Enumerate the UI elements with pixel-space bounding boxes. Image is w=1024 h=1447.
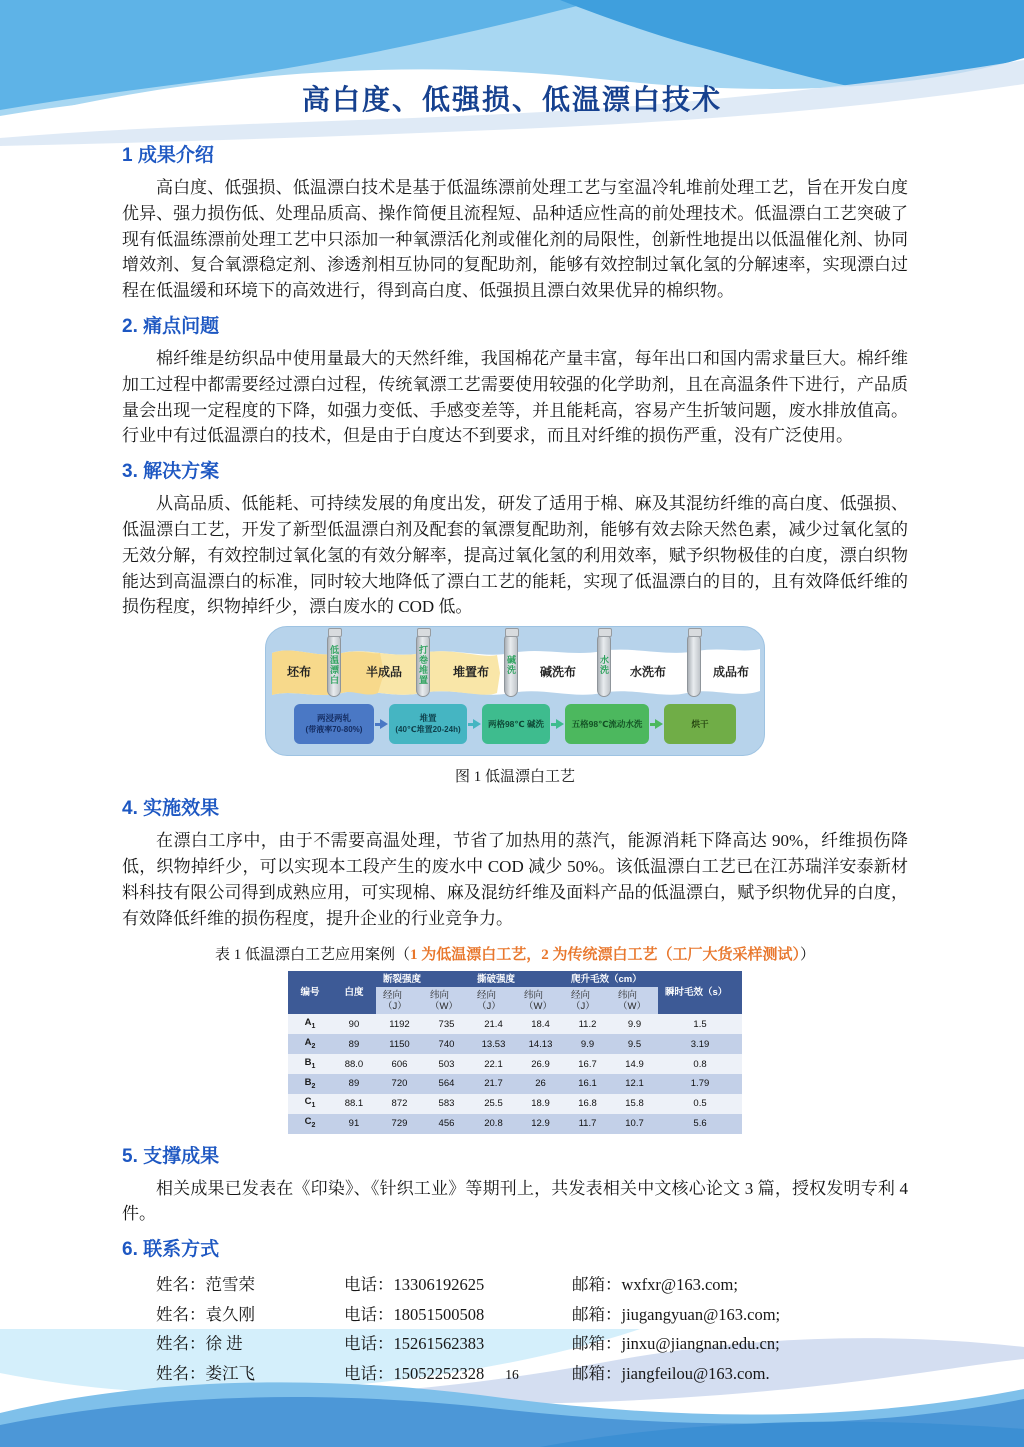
contact-name: 姓名：徐 进 [156, 1334, 243, 1354]
table-cell: 16.1 [564, 1074, 611, 1094]
table-cell: 14.9 [611, 1054, 658, 1074]
fabric-label: 半成品 [365, 665, 403, 680]
table-cell: 583 [423, 1094, 470, 1114]
subheader-cell-warp-0: 经向（J） [376, 987, 423, 1014]
table-row [288, 1114, 742, 1134]
header-cell-group-1: 撕破强度 [470, 971, 564, 987]
table-cell: 0.8 [658, 1054, 742, 1074]
subheader-cell-weft-2: 纬向（W） [611, 987, 658, 1014]
table-cell: 91 [332, 1114, 376, 1134]
section-body-solution: 从高品质、低能耗、可持续发展的角度出发，研发了适用于棉、麻及其混纺纤维的高白度、低强损、低温漂白工艺，开发了新型低温漂白剂及配套的氧漂复配助剂，能够有效去除天然色素，减少过氧化氢的无效分解，有效控制过氧化氢的有效分解率，提高过氧化氢的利用效率，赋予织物极佳的白度，漂白织物能达到高温漂白的标准，同时较大地降低了漂白工艺的能耗，实现了低温漂白的目的，且有效降低纤维的损伤程度，织物掉纤少，漂白废水的 COD 低。 [122, 494, 908, 617]
table-cell: 503 [423, 1054, 470, 1074]
process-step [664, 704, 736, 744]
fabric-label: 堆置布 [452, 665, 490, 680]
process-step-label: 堆置 [419, 713, 437, 724]
flow-arrow-icon [650, 719, 663, 729]
table-body [288, 1014, 742, 1133]
process-step-sublabel: (40℃堆置20-24h) [395, 725, 461, 735]
section-body-intro: 高白度、低强损、低温漂白技术是基于低温练漂前处理工艺与室温冷轧堆前处理工艺，旨在开发白度优异、强力损伤低、处理品质高、操作简便且流程短、品种适应性高的前处理技术。低温漂白工艺突破了现有低温练漂前处理工艺中只添加一种氧漂活化剂或催化剂的局限性，创新性地提出以低温催化剂、协同增效剂、复合氧漂稳定剂、渗透剂相互协同的复配助剂，能够有效控制过氧化氢的分解速率，实现漂白过程在低温缓和环境下的高效进行，得到高白度、低强损且漂白效果优异的棉织物。 [122, 178, 908, 301]
process-step-label: 烘干 [691, 718, 709, 729]
table-row [288, 1094, 742, 1114]
roller [504, 633, 518, 697]
header-cell-id: 编号 [288, 971, 332, 1014]
table-cell-sample-id: $B_1$ [288, 1054, 332, 1074]
table-cell: 564 [423, 1074, 470, 1094]
fabric-label: 成品布 [712, 665, 750, 680]
roller [327, 633, 341, 697]
section-body-painpoints: 棉纤维是纺织品中使用量最大的天然纤维，我国棉花产量丰富，每年出口和国内需求量巨大。棉纤维加工过程中都需要经过漂白过程，传统氧漂工艺需要使用较强的化学助剂，且在高温条件下进行，产品质量会出现一定程度的下降，如强力变低、手感变差等，并且能耗高，容易产生折皱问题，废水排放值高。行业中有过低温漂白的技术，但是由于白度达不到要求，而且对纤维的损伤严重，没有广泛使用。 [122, 348, 908, 446]
table-cell: 18.9 [517, 1094, 564, 1114]
roller-label: 打卷堆置 [418, 645, 428, 686]
table-cell-sample-id: $A_2$ [288, 1034, 332, 1054]
table-cell: 9.5 [611, 1034, 658, 1054]
page-number: 16 [505, 1367, 519, 1382]
contact-phone: 电话：18051500508 [344, 1304, 485, 1324]
subheader-cell-warp-2: 经向（J） [564, 987, 611, 1014]
fabric-label: 水洗布 [629, 665, 667, 680]
table-cell: 12.9 [517, 1114, 564, 1134]
table-cell: 21.4 [470, 1014, 517, 1034]
table-cell: 22.1 [470, 1054, 517, 1074]
table-cell: 90 [332, 1014, 376, 1034]
contact-row [122, 1329, 908, 1359]
table-cell: 20.8 [470, 1114, 517, 1134]
header-cell-group-0: 断裂强度 [376, 971, 470, 987]
header-cell-group-2: 爬升毛效（cm） [564, 971, 658, 987]
table-caption-highlight: 1 为低温漂白工艺，2 为传统漂白工艺（工厂大货采样测试） [409, 947, 800, 964]
section-heading-publications: 5. 支撑成果 [122, 1145, 220, 1167]
section-heading-results: 4. 实施效果 [122, 798, 220, 820]
table-cell: 12.1 [611, 1074, 658, 1094]
process-step [389, 704, 467, 744]
process-step [482, 704, 550, 744]
table-cell: 18.4 [517, 1014, 564, 1034]
table-cell-sample-id: $B_2$ [288, 1074, 332, 1094]
section-heading-solution: 3. 解决方案 [122, 461, 220, 483]
section-heading-painpoints: 2. 痛点问题 [122, 315, 220, 337]
table-cell: 606 [376, 1054, 423, 1074]
flow-arrow-icon [375, 719, 388, 729]
table-cell: 1192 [376, 1014, 423, 1034]
process-step [294, 704, 374, 744]
fabric-label: 碱洗布 [539, 665, 577, 680]
table-row [288, 1034, 742, 1054]
table-cell: 14.13 [517, 1034, 564, 1054]
process-step-label: 两浸两轧 [316, 713, 351, 724]
process-diagram [265, 626, 765, 756]
table-cell: 25.5 [470, 1094, 517, 1114]
table-cell: 1.79 [658, 1074, 742, 1094]
table-head [288, 971, 742, 1014]
table-row [288, 1014, 742, 1034]
process-step [565, 704, 649, 744]
table-cell: 16.8 [564, 1094, 611, 1114]
contact-phone: 电话：15052252328 [344, 1363, 485, 1383]
roller [597, 633, 611, 697]
table-cell: 11.7 [564, 1114, 611, 1134]
roller-label: 低温漂白 [329, 645, 339, 686]
table-cell: 10.7 [611, 1114, 658, 1134]
contact-row [122, 1300, 908, 1330]
process-step-label: 两格98℃ 碱洗 [487, 718, 545, 729]
results-table [288, 971, 742, 1133]
process-step-sublabel: (带液率70-80%) [305, 725, 363, 735]
fabric-label: 坯布 [286, 665, 312, 680]
process-step-label: 五格98℃流动水洗 [571, 718, 643, 729]
table-cell: 89 [332, 1034, 376, 1054]
subheader-cell-weft-1: 纬向（W） [517, 987, 564, 1014]
section-body-publications: 相关成果已发表在《印染》、《针织工业》等期刊上，共发表相关中文核心论文 3 篇，授权发明专利 4 件。 [122, 1178, 908, 1224]
table-cell: 735 [423, 1014, 470, 1034]
table-row [288, 1054, 742, 1074]
table-cell: 13.53 [470, 1034, 517, 1054]
table-cell: 89 [332, 1074, 376, 1094]
table-cell: 740 [423, 1034, 470, 1054]
roller [687, 633, 701, 697]
flow-arrow-icon [551, 719, 564, 729]
contact-name: 姓名：范雪荣 [156, 1275, 255, 1295]
figure-caption: 图 1 低温漂白工艺 [454, 769, 575, 786]
top-wave-decoration [0, 0, 1024, 150]
table-cell: 1.5 [658, 1014, 742, 1034]
header-cell-whiteness: 白度 [332, 971, 376, 1014]
table-cell: 26.9 [517, 1054, 564, 1074]
table-cell: 3.19 [658, 1034, 742, 1054]
table-cell: 88.1 [332, 1094, 376, 1114]
table-row [288, 1074, 742, 1094]
subheader-cell-warp-1: 经向（J） [470, 987, 517, 1014]
figure-1 [122, 626, 908, 786]
roller-label: 水洗 [599, 655, 609, 676]
header-cell-instant: 瞬时毛效（s） [658, 971, 742, 1014]
table-cell: 1150 [376, 1034, 423, 1054]
table-cell: 9.9 [611, 1014, 658, 1034]
table-cell-sample-id: $C_1$ [288, 1094, 332, 1114]
table-caption-prefix: 表 1 低温漂白工艺应用案例（ [214, 947, 410, 964]
table-cell: 872 [376, 1094, 423, 1114]
roller-label: 碱洗 [506, 655, 516, 676]
contact-phone: 电话：15261562383 [344, 1334, 485, 1354]
flow-arrow-icon [468, 719, 481, 729]
table-cell-sample-id: $C_2$ [288, 1114, 332, 1134]
process-steps [294, 704, 736, 744]
contact-email: 邮箱：jiangfeilou@163.com. [572, 1363, 770, 1383]
contact-name: 姓名：袁久刚 [156, 1304, 255, 1324]
section-heading-intro: 1 成果介绍 [122, 145, 214, 166]
table-cell: 16.7 [564, 1054, 611, 1074]
section-body-results: 在漂白工序中，由于不需要高温处理，节省了加热用的蒸汽，能源消耗下降高达 90%，纤维损伤降低，织物掉纤少，可以实现本工段产生的废水中 COD 减少 50%。该低温漂白工艺已在江苏瑞洋安泰新材料科技有限公司得到成熟应用，可实现棉、麻及混纺纤维及面料产品的低温漂白，赋予织物优异的白度，有效降低纤维的损伤程度，提升企业的行业竞争力。 [122, 831, 908, 928]
content-area [122, 140, 908, 1388]
table-cell-sample-id: $A_1$ [288, 1014, 332, 1034]
page-title: 高白度、低强损、低温漂白技术 [301, 84, 722, 115]
contact-email: 邮箱：jiugangyuan@163.com; [572, 1304, 781, 1324]
contact-email: 邮箱：wxfxr@163.com; [572, 1275, 738, 1295]
contact-name: 姓名：娄江飞 [156, 1363, 255, 1383]
table-caption-suffix: ） [800, 947, 816, 964]
table-caption [122, 943, 908, 964]
table-cell: 720 [376, 1074, 423, 1094]
table-cell: 15.8 [611, 1094, 658, 1114]
table-cell: 729 [376, 1114, 423, 1134]
roller [416, 633, 430, 697]
table-cell: 88.0 [332, 1054, 376, 1074]
contact-email: 邮箱：jinxu@jiangnan.edu.cn; [572, 1334, 780, 1354]
table-cell: 11.2 [564, 1014, 611, 1034]
table-cell: 5.6 [658, 1114, 742, 1134]
table-cell: 0.5 [658, 1094, 742, 1114]
table-cell: 456 [423, 1114, 470, 1134]
table-header-row [288, 971, 742, 987]
contact-phone: 电话：13306192625 [344, 1275, 485, 1295]
contact-row [122, 1270, 908, 1300]
subheader-cell-weft-0: 纬向（W） [423, 987, 470, 1014]
table-cell: 21.7 [470, 1074, 517, 1094]
table-cell: 9.9 [564, 1034, 611, 1054]
table-cell: 26 [517, 1074, 564, 1094]
section-heading-contacts: 6. 联系方式 [122, 1239, 220, 1261]
